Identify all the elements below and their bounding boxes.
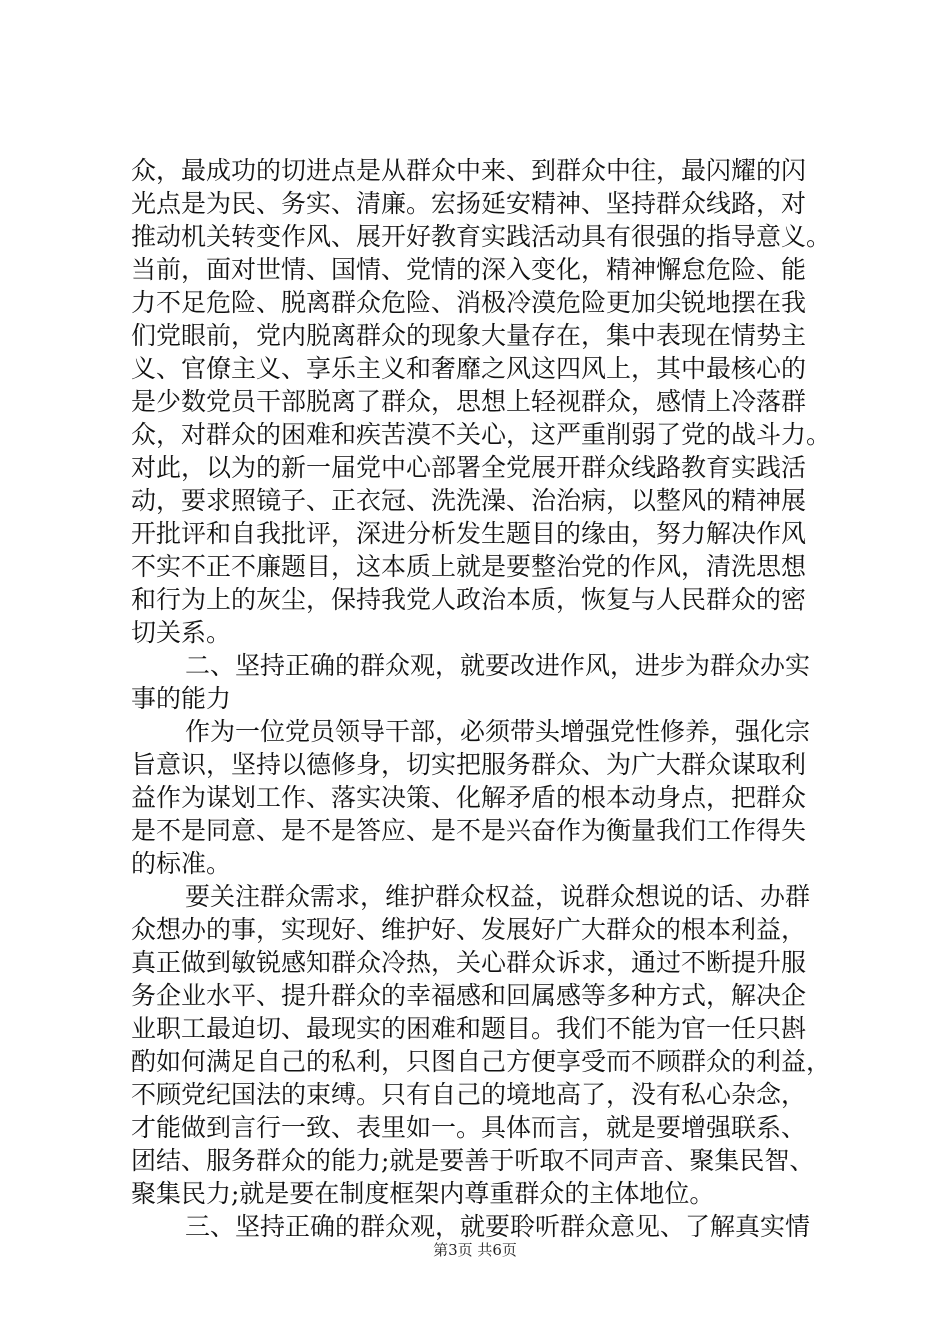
- text-line: 的标准。: [131, 849, 232, 878]
- text-line: 众，对群众的困难和疾苦漠不关心，这严重削弱了党的战斗力。: [131, 420, 832, 449]
- text-line: 力不足危险、脱离群众危险、消极冷漠危险更加尖锐地摆在我: [131, 288, 807, 317]
- text-line: 是不是同意、是不是答应、是不是兴奋作为衡量我们工作得失: [131, 816, 807, 845]
- text-line: 是少数党员干部脱离了群众，思想上轻视群众，感情上冷落群: [131, 387, 807, 416]
- text-line: 三、坚持正确的群众观，就要聆听群众意见、了解真实情: [185, 1212, 811, 1241]
- text-line: 事的能力: [131, 684, 232, 713]
- text-line: 不实不正不廉题目，这本质上就是要整治党的作风，清洗思想: [131, 552, 807, 581]
- document-body: [131, 154, 851, 1243]
- text-line: 旨意识，坚持以德修身，切实把服务群众、为广大群众谋取利: [131, 750, 807, 779]
- text-line: 切关系。: [131, 618, 232, 647]
- text-line: 聚集民力;就是要在制度框架内尊重群众的主体地位。: [131, 1179, 715, 1208]
- text-line: 众，最成功的切进点是从群众中来、到群众中往，最闪耀的闪: [131, 156, 807, 185]
- text-line: 团结、服务群众的能力;就是要善于听取不同声音、聚集民智、: [131, 1146, 815, 1175]
- text-line: 要关注群众需求，维护群众权益，说群众想说的话、办群: [185, 882, 811, 911]
- text-line: 不顾党纪国法的束缚。只有自己的境地高了，没有私心杂念，: [131, 1080, 807, 1109]
- text-line: 动，要求照镜子、正衣冠、洗洗澡、治治病，以整风的精神展: [131, 486, 807, 515]
- text-line: 益作为谋划工作、落实决策、化解矛盾的根本动身点，把群众: [131, 783, 807, 812]
- text-line: 对此，以为的新一届党中心部署全党展开群众线路教育实践活: [131, 453, 807, 482]
- text-line: 才能做到言行一致、表里如一。具体而言，就是要增强联系、: [131, 1113, 807, 1142]
- text-line: 众想办的事，实现好、维护好、发展好广大群众的根本利益，: [131, 915, 807, 944]
- text-line: 务企业水平、提升群众的幸福感和回属感等多种方式，解决企: [131, 981, 807, 1010]
- text-line: 业职工最迫切、最现实的困难和题目。我们不能为官一任只斟: [131, 1014, 807, 1043]
- text-line: 光点是为民、务实、清廉。宏扬延安精神、坚持群众线路，对: [131, 189, 807, 218]
- text-line: 和行为上的灰尘，保持我党人政治本质，恢复与人民群众的密: [131, 585, 807, 614]
- text-line: 们党眼前，党内脱离群众的现象大量存在，集中表现在情势主: [131, 321, 807, 350]
- text-line: 酌如何满足自己的私利，只图自己方便享受而不顾群众的利益，: [131, 1047, 832, 1076]
- text-line: 义、官僚主义、享乐主义和奢靡之风这四风上，其中最核心的: [131, 354, 807, 383]
- page-footer: 第3页 共6页: [433, 1241, 517, 1259]
- text-line: 当前，面对世情、国情、党情的深入变化，精神懈怠危险、能: [131, 255, 807, 284]
- text-line: 二、坚持正确的群众观，就要改进作风，进步为群众办实: [185, 651, 811, 680]
- text-line: 开批评和自我批评，深进分析发生题目的缘由，努力解决作风: [131, 519, 807, 548]
- text-line: 真正做到敏锐感知群众冷热，关心群众诉求，通过不断提升服: [131, 948, 807, 977]
- text-line: 作为一位党员领导干部，必须带头增强党性修养，强化宗: [185, 717, 811, 746]
- text-line: 推动机关转变作风、展开好教育实践活动具有很强的指导意义。: [131, 222, 832, 251]
